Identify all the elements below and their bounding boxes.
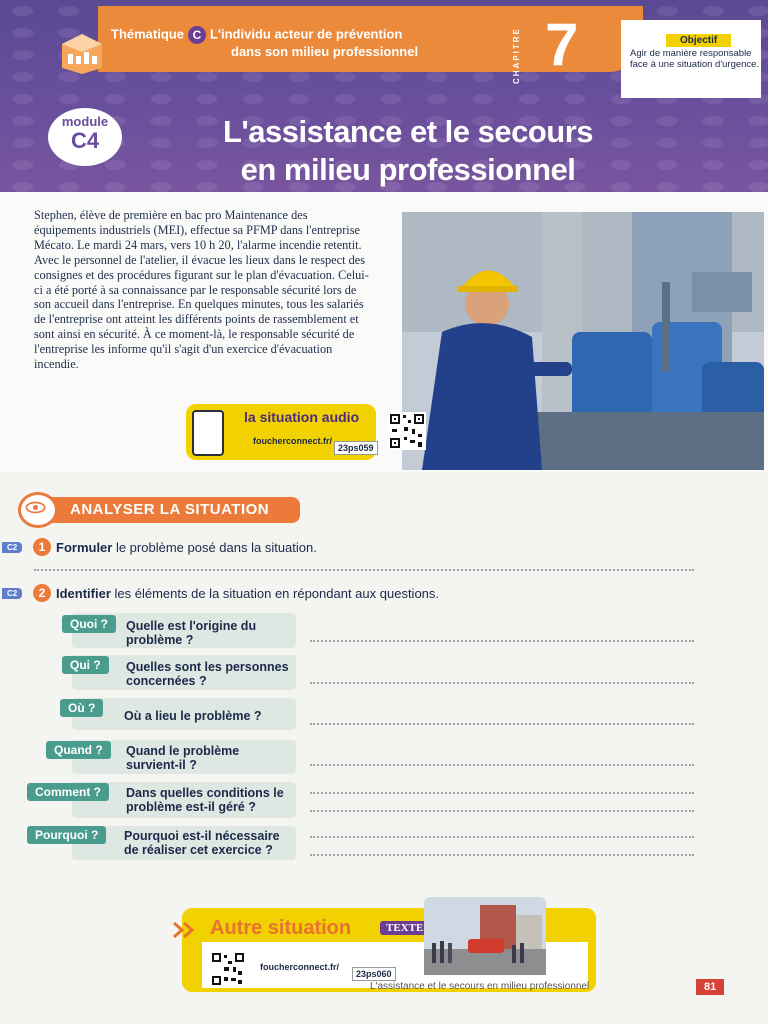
answer-line[interactable] <box>310 723 694 725</box>
audio-title: la situation audio <box>244 409 360 425</box>
double-chevron-icon <box>172 920 206 940</box>
audio-code: 23ps059 <box>334 441 378 455</box>
answer-line[interactable] <box>310 764 694 766</box>
fire-station-photo <box>424 897 546 975</box>
question-tag-quoi: Quoi ? <box>62 615 116 633</box>
objectif-text: Agir de manière responsable face à une situation d'urgence. <box>630 48 760 70</box>
thematique-line1: L'individu acteur de prévention <box>209 26 403 42</box>
question-tag-qui: Qui ? <box>62 656 109 674</box>
question-2-text <box>56 586 439 601</box>
question-2-rest: les éléments de la situation en répondant aux questions. <box>110 586 440 601</box>
question-tag-ou: Où ? <box>60 699 103 717</box>
chapitre-number: 7 <box>545 11 579 78</box>
module-badge <box>48 108 122 166</box>
chapitre-label: CHAPITRE <box>512 27 521 84</box>
thematique-letter: C <box>188 26 206 44</box>
question-tag-pourquoi: Pourquoi ? <box>27 826 106 844</box>
c2-badge: C2 <box>2 588 22 599</box>
autre-situation-title: Autre situation <box>210 917 352 939</box>
question-number: 2 <box>33 584 51 602</box>
module-code: C4 <box>70 128 100 153</box>
question-ou: Où a lieu le problème ? <box>124 709 262 723</box>
module-label: module <box>61 114 109 129</box>
title-line1: L'assistance et le secours <box>222 114 594 149</box>
autre-url[interactable]: foucherconnect.fr/ <box>260 962 340 972</box>
thematique-label: Thématique <box>111 26 184 42</box>
blocks-icon <box>58 30 106 76</box>
answer-line[interactable] <box>34 569 694 571</box>
thematique-line2: dans son milieu professionnel <box>231 44 419 59</box>
question-qui: Quelles sont les personnes concernées ? <box>126 660 289 688</box>
texte-tag: TEXTE <box>380 921 429 935</box>
question-pourquoi: Pourquoi est-il nécessaire de réaliser cet exercice ? <box>124 829 280 857</box>
answer-line[interactable] <box>310 682 694 684</box>
thematique-text <box>111 26 491 60</box>
answer-line[interactable] <box>310 810 694 812</box>
answer-line[interactable] <box>310 836 694 838</box>
tablet-icon <box>192 410 224 456</box>
page-title <box>168 113 648 189</box>
question-1-text <box>56 540 317 555</box>
question-number: 1 <box>33 538 51 556</box>
objectif-tag: Objectif <box>666 34 731 47</box>
autre-code: 23ps060 <box>352 967 396 981</box>
question-comment: Dans quelles conditions le problème est-il géré ? <box>126 786 284 814</box>
question-quand: Quand le problème survient-il ? <box>126 744 240 772</box>
qr-code-icon[interactable] <box>210 951 246 987</box>
eye-icon <box>18 492 58 528</box>
intro-text: Stephen, élève de première en bac pro Maintenance des équipements industriels (MEI), effectue sa PFMP dans l'entreprise Mécato. Le mardi 24 mars, vers 10 h 20, l'alarme incendie retentit. Avec le personnel de l'atelier, il évacue les lieux dans le respect des consignes et des procédures figurant sur le plan d'évacuation. Celui-ci a été porté à sa connaissance par le responsable sécurité lors de son accueil dans l'entreprise. En quelques minutes, tous les salariés de l'entreprise ont atteint les différents points de rassemblement et sont ainsi en sécurité. À ce moment-là, le responsable sécurité de l'entreprise les informe qu'il s'agit d'un exercice d'évacuation incendie. <box>34 208 369 372</box>
answer-line[interactable] <box>310 640 694 642</box>
running-footer: L'assistance et le secours en milieu professionnel <box>370 981 590 992</box>
question-quoi: Quelle est l'origine du problème ? <box>126 619 257 647</box>
technician-photo <box>402 212 764 470</box>
audio-url[interactable]: foucherconnect.fr/ <box>253 436 333 446</box>
page-number: 81 <box>696 979 724 995</box>
question-1-verb: Formuler <box>56 540 113 555</box>
analyse-heading: ANALYSER LA SITUATION <box>40 497 300 523</box>
question-tag-comment: Comment ? <box>27 783 109 801</box>
answer-line[interactable] <box>310 792 694 794</box>
question-1-rest: le problème posé dans la situation. <box>112 540 317 555</box>
title-line2: en milieu professionnel <box>240 152 576 187</box>
question-tag-quand: Quand ? <box>46 741 111 759</box>
answer-line[interactable] <box>310 854 694 856</box>
qr-code-icon[interactable] <box>388 412 426 450</box>
c2-badge: C2 <box>2 542 22 553</box>
question-2-verb: Identifier <box>56 586 111 601</box>
